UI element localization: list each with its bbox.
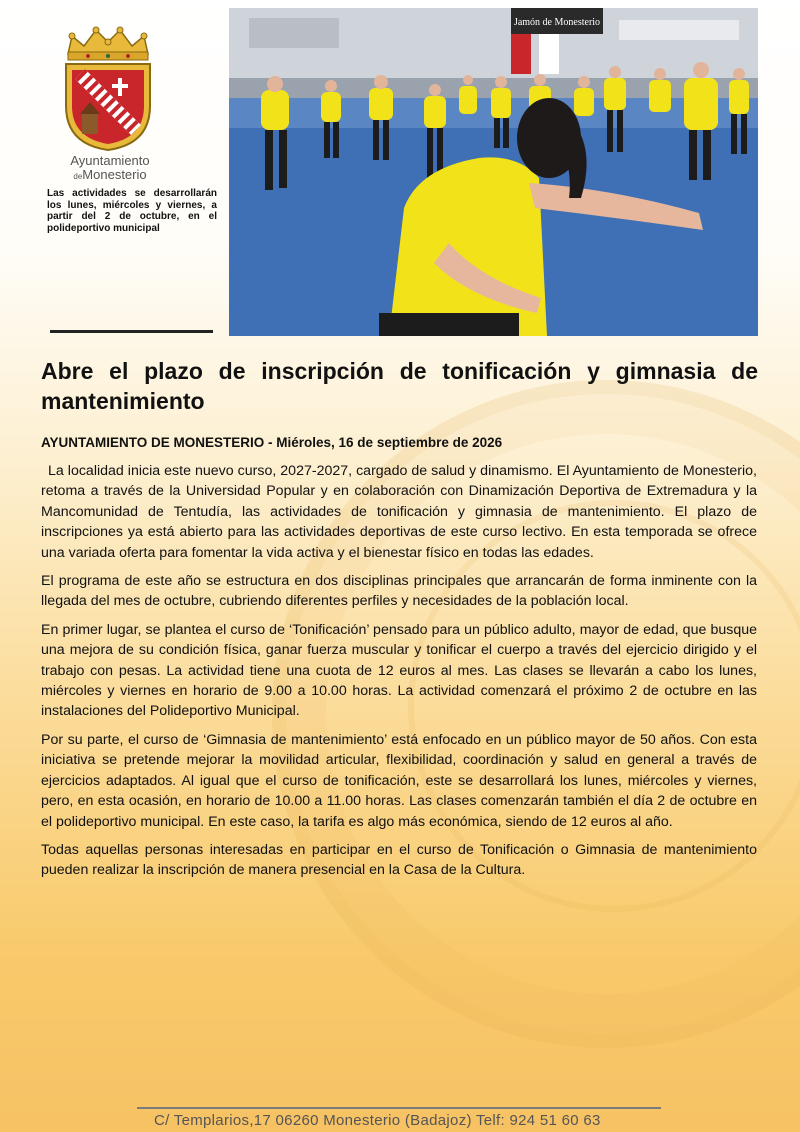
coat-of-arms-logo xyxy=(58,24,158,154)
caption-divider xyxy=(50,330,213,333)
paragraph-tonificacion: En primer lugar, se plantea el curso de ‘Tonificación’ pensado para un público adulto, mayor de edad, que busque una mejora de su condición física, ganar fuerza muscular y tonificar el cuerpo a través del ejercicio dirigido y el trabajo con pesas. La actividad tiene una cuota de 12 euros al mes. Las clases se llevarán a cabo los lunes, miércoles y viernes en horario de 9.00 a 10.00 horas. La actividad comenzará el próximo 2 de octubre en las instalaciones del Polideportivo Municipal. xyxy=(41,621,757,720)
article-headline: Abre el plazo de inscripción de tonificación y gimnasia de mantenimiento xyxy=(41,358,758,414)
article-body xyxy=(41,461,757,889)
paragraph-inscripcion: Todas aquellas personas interesadas en participar en el curso de Tonificación o Gimnasia de mantenimiento pueden realizar la inscripción de manera presencial en la Casa de la Cultura. xyxy=(41,841,757,879)
paragraph-gimnasia: Por su parte, el curso de ‘Gimnasia de mantenimiento’ está enfocado en un público mayor de 50 años. Con esta iniciativa se pretende mejorar la movilidad articular, flexibilidad, coordinación y salud en general a través de ejercicios adaptados. Al igual que el curso de tonificación, este se desarrollará los lunes, miércoles y viernes, pero, en esta ocasión, en horario de 10.00 a 11.00 horas. Las clases comenzarán también el día 2 de octubre en el polideportivo municipal. En este caso, la tarifa es algo más económica, siendo de 12 euros al año. xyxy=(41,731,757,830)
logo-line2: Monesterio xyxy=(82,167,147,182)
article-byline: AYUNTAMIENTO DE MONESTERIO - Miéroles, 16 de septiembre de 2026 xyxy=(41,435,503,450)
footer-address: C/ Templarios,17 06260 Monesterio (Badajoz) Telf: 924 51 60 63 xyxy=(154,1112,601,1129)
paragraph-program: El programa de este año se estructura en dos disciplinas principales que arrancarán de forma inminente con la llegada del mes de octubre, cubriendo diferentes perfiles y necesidades de la población local. xyxy=(41,573,757,610)
gym-class-photo xyxy=(229,8,758,336)
banner-text: Jamón de Monesterio xyxy=(513,17,601,28)
photo-caption: Las actividades se desarrollarán los lunes, miércoles y viernes, a partir del 2 de octubre, en el polideportivo municipal xyxy=(47,188,217,234)
paragraph-intro: La localidad inicia este nuevo curso, 2027-2027, cargado de salud y dinamismo. El Ayuntamiento de Monesterio, retoma a través de la Universidad Popular y en colaboración con Dinamización Deportiva de Extremadura y la Mancomunidad de Tentudía, las actividades de tonificación y gimnasia de mantenimiento. El plazo de inscripciones ya está abierto para las actividades deportivas de este curso lectivo. En esta temporada se ofrece una variada oferta para fomentar la vida activa y el bienestar físico en todas las edades. xyxy=(41,463,757,561)
logo-line1: Ayuntamiento xyxy=(70,153,150,168)
footer-divider xyxy=(137,1107,661,1109)
logo-wordmark xyxy=(40,154,180,184)
logo-prefix: de xyxy=(73,172,83,181)
